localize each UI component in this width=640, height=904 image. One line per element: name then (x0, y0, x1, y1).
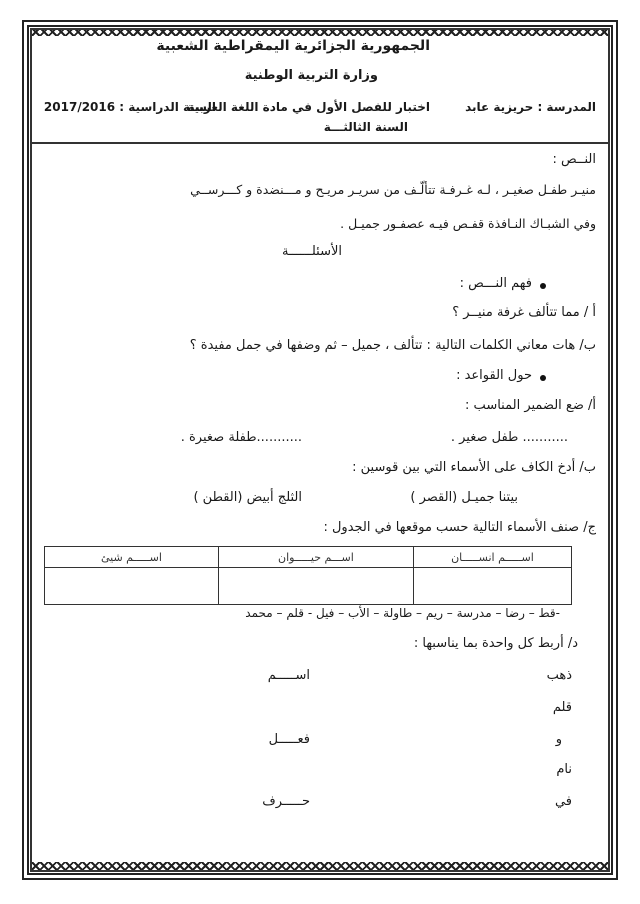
question-classify: ج/ صنف الأسماء التالية حسب موقعها في الجدول : (323, 520, 596, 535)
ministry-title: وزارة التربية الوطنية (244, 68, 378, 83)
answer-cell-thing (45, 568, 219, 605)
table-header-animal: اســـم حيـــــوان (218, 547, 413, 568)
inner-border (30, 28, 610, 872)
questions-title: الأسئلــــــة (282, 244, 342, 259)
question-match: د/ أربط كل واحدة بما يناسبها : (413, 636, 578, 651)
grammar-heading: حول القواعد : (456, 368, 532, 383)
table-answer-row (45, 568, 572, 605)
answer-cell-human (413, 568, 571, 605)
bullet-grammar (540, 375, 546, 381)
match-word-3: و (555, 732, 562, 747)
text-line-1: منيـر طفـل صغيـر ، لـه غـرفـة تتألّـف من سريـر مريـح و مـــنضدة و كـــرســي (190, 182, 596, 197)
match-type-noun: اســـــم (267, 668, 310, 683)
match-type-particle: حـــــرف (262, 794, 310, 809)
republic-title: الجمهورية الجزائرية اليمقراطية الشعبية (156, 38, 430, 54)
question-b: ب/ هات معاني الكلمات التالية : تتألف ، جميل – ثم وضفها في جمل مفيدة ؟ (189, 338, 596, 353)
match-word-2: قلم (552, 700, 572, 715)
match-word-1: ذهب (546, 668, 572, 683)
match-type-verb: فعـــــل (268, 732, 310, 747)
bullet-comprehension (540, 283, 546, 289)
table-header-human: اســـــم انســـــان (413, 547, 571, 568)
answer-cell-animal (218, 568, 413, 605)
question-kaf: ب/ أدخ الكاف على الأسماء التي بين قوسين : (352, 460, 596, 475)
match-word-5: في (554, 794, 572, 809)
table-header-row (45, 547, 572, 568)
word-list: -قط – رضا – مدرسة – ريم – طاولة – الأب – فيل - قلم – محمد (245, 606, 560, 620)
text-line-2: وفي الشبـاك النـافذة قفـص فيـه عصفـور جميـل . (340, 216, 596, 231)
header-divider (30, 142, 610, 144)
school-name: المدرسة : حريزية عابد (465, 100, 596, 114)
text-label: النــص : (552, 152, 596, 167)
table-header-thing: اســـــم شيئ (45, 547, 219, 568)
school-year: السنة الدراسية : 2017/2016 (43, 100, 216, 114)
match-word-4: نام (556, 762, 572, 777)
kaf-item-right: بيتنا جميـل (القصر ) (410, 490, 518, 505)
exam-title: اختبار للفصل الأول في مادة اللغة العربية (187, 100, 430, 114)
comprehension-heading: فهم النـــص : (459, 276, 532, 291)
question-pronoun: أ/ ضع الضمير المناسب : (465, 398, 596, 413)
question-a: أ / مما تتألف غرفة منيــر ؟ (452, 305, 596, 320)
kaf-item-left: الثلج أبيض (القطن ) (193, 490, 302, 505)
pronoun-item-left: ...........طفلة صغيرة . (180, 430, 302, 445)
classification-table (44, 546, 572, 605)
pronoun-item-right: ........... طفل صغير . (450, 430, 568, 445)
grade-label: السنة الثالثـــة (323, 120, 408, 134)
